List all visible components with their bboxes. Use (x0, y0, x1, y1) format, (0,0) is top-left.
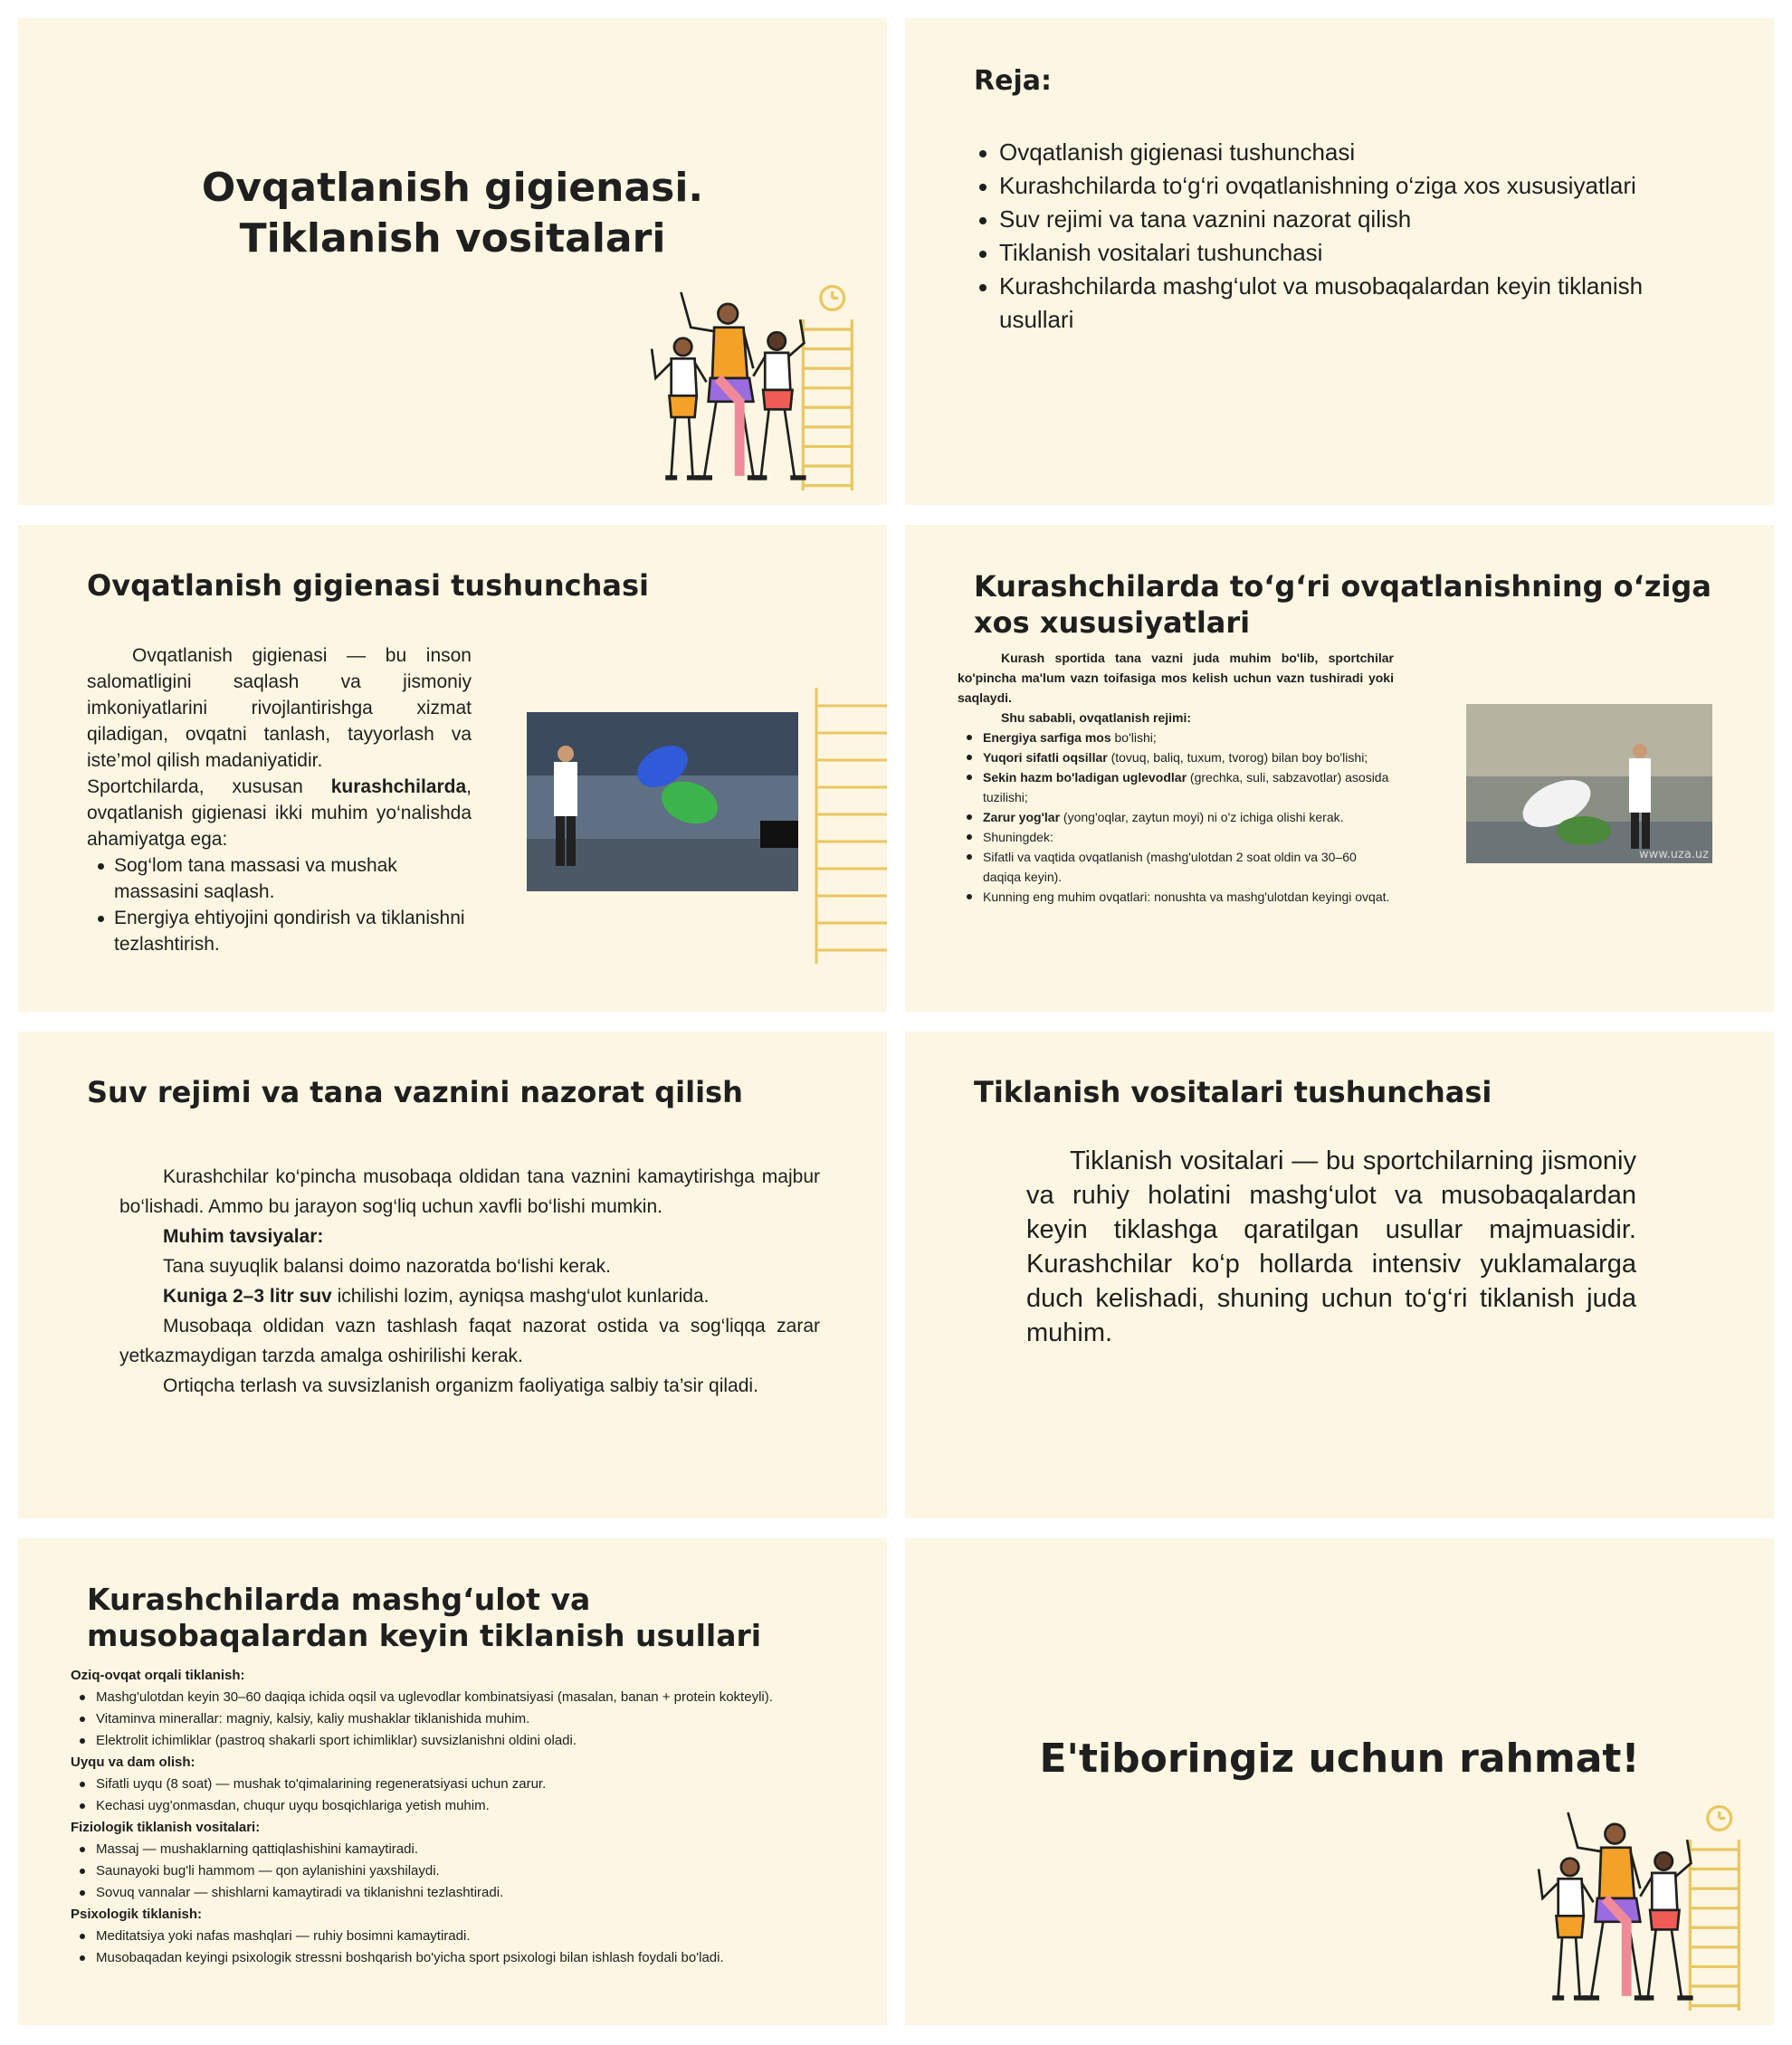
plan-item: Ovqatlanish gigienasi tushunchasi (974, 136, 1716, 169)
item-text: Kunning eng muhim ovqatlari: nonushta va mashg'ulotdan keyingi ovqat. (983, 889, 1390, 904)
bullet-list (71, 1687, 858, 1752)
list-item: Saunayoki bug'li hammom — qon aylanishini yaxshilaydi. (71, 1860, 858, 1882)
bold-text: Zarur yog'lar (983, 810, 1061, 824)
slide-title (18, 18, 887, 505)
group-title: Oziq-ovqat orqali tiklanish: (71, 1668, 245, 1683)
paragraph: Shu sababli, ovqatlanish rejimi: (1001, 710, 1192, 725)
slide-body (87, 642, 472, 957)
ladder-illustration (813, 688, 887, 964)
paragraph: Ortiqcha terlash va suvsizlanish organizm faoliyatiga salbiy ta’sir qiladi. (163, 1375, 758, 1396)
bullet-list (71, 1926, 858, 1969)
slide-recovery-methods (18, 1538, 887, 2025)
paragraph (87, 774, 472, 852)
list-item (958, 827, 1394, 847)
plan-item: Tiklanish vositalari tushunchasi (974, 236, 1716, 270)
list-item (958, 887, 1394, 907)
list-item: Energiya ehtiyojini qondirish va tiklanishni tezlashtirish. (87, 905, 472, 957)
slide-heading: Ovqatlanish gigienasi tushunchasi (87, 568, 649, 603)
thanks-heading: E'tiboringiz uchun rahmat! (1039, 1736, 1640, 1782)
slide-plan (905, 18, 1774, 505)
slide-heading: Kurashchilarda to‘g‘ri ovqatlanishning o‘ziga xos xususiyatlari (974, 569, 1711, 640)
list-item: Sovuq vannalar — shishlarni kamaytiradi va tiklanishni tezlashtiradi. (71, 1882, 858, 1904)
item-text: Sifatli va vaqtida ovqatlanish (mashg'ulotdan 2 soat oldin va 30–60 daqiqa keyin). (983, 850, 1357, 884)
slide-body (958, 648, 1394, 907)
list-item: Musobaqadan keyingi psixologik stressni boshqarish bo'yicha sport psixologi bilan ishlash foydali bo'ladi. (71, 1947, 858, 1969)
bold-text: Sekin hazm bo'ladigan uglevodlar (983, 770, 1187, 785)
paragraph: Kurash sportida tana vazni juda muhim bo'lib, sportchilar ko'pincha ma'lum vazn toifasiga mos kelish uchun vazn tushiradi yoki saqlaydi. (958, 651, 1394, 705)
exercise-people-illustration (632, 281, 867, 490)
list-item: Kechasi uyg'onmasdan, chuqur uyqu bosqichlariga yetish muhim. (71, 1795, 858, 1817)
paragraph: Muhim tavsiyalar: (163, 1226, 324, 1247)
bold-text: Yuqori sifatli oqsillar (983, 750, 1108, 765)
slide-heading: Suv rejimi va tana vaznini nazorat qilish (87, 1075, 743, 1109)
paragraph-text: Sportchilarda, xususan (87, 776, 331, 797)
item-text: (grechka, suli, sabzavotlar) asosida tuzilishi; (983, 770, 1389, 804)
list-item (958, 807, 1394, 827)
plan-item: Suv rejimi va tana vaznini nazorat qilish (974, 203, 1716, 236)
list-item (958, 847, 1394, 887)
group-title: Psixologik tiklanish: (71, 1907, 203, 1922)
slide-heading: Tiklanish vositalari tushunchasi (974, 1075, 1492, 1109)
item-text: bo'lishi; (1110, 730, 1157, 745)
slide-water-regime (18, 1032, 887, 1518)
slide-nutrition-hygiene (18, 525, 887, 1012)
list-item: Meditatsiya yoki nafas mashqlari — ruhiy bosimni kamaytiradi. (71, 1926, 858, 1947)
slide-recovery-concept (905, 1032, 1774, 1518)
list-item: Elektrolit ichimliklar (pastroq shakarli sport ichimliklar) suvsizlanishni oldini oladi. (71, 1730, 858, 1752)
bold-text: kurashchilarda (330, 776, 467, 797)
item-text: (yong'oqlar, zaytun moyi) ni o'z ichiga olishi kerak. (1060, 810, 1344, 824)
exercise-people-illustration (1519, 1801, 1754, 2011)
group-title: Fiziologik tiklanish vositalari: (71, 1820, 261, 1835)
item-text: Shuningdek: (983, 830, 1053, 844)
slide-body (119, 1162, 820, 1401)
paragraph-text: , ovqatlanish gigienasi ikki muhim yo‘nalishda ahamiyatga ega: (87, 776, 472, 850)
plan-heading: Reja: (974, 65, 1052, 97)
paragraph: Kurashchilar ko‘pincha musobaqa oldidan tana vaznini kamaytirishga majbur bo‘lishadi. Ammo bu jarayon sog‘liq uchun xavfli bo‘lishi mumkin. (119, 1166, 820, 1217)
list-item (958, 767, 1394, 807)
plan-list (974, 136, 1716, 337)
bold-text: Energiya sarfiga mos (983, 730, 1111, 745)
list-item: Mashg'ulotdan keyin 30–60 daqiqa ichida oqsil va uglevodlar kombinatsiyasi (masalan, banan + protein kokteyli). (71, 1687, 858, 1708)
item-text: (tovuq, baliq, tuxum, tvorog) bilan boy bo'lishi; (1107, 750, 1368, 765)
plan-item: Kurashchilarda to‘g‘ri ovqatlanishning o‘ziga xos xususiyatlari (974, 169, 1716, 203)
plan-item: Kurashchilarda mashg‘ulot va musobaqalardan keyin tiklanish usullari (974, 270, 1716, 337)
bullet-list (71, 1839, 858, 1904)
bullet-list (87, 852, 472, 957)
slide-heading: Kurashchilarda mashg‘ulot va musobaqalardan keyin tiklanish usullari (87, 1582, 762, 1653)
photo-watermark: www.uza.uz (1638, 848, 1709, 861)
bullet-list (71, 1774, 858, 1817)
paragraph (87, 642, 472, 774)
list-item: Massaj — mushaklarning qattiqlashishini kamaytiradi. (71, 1839, 858, 1860)
list-item: Sifatli uyqu (8 soat) — mushak to'qimalarining regeneratsiyasi uchun zarur. (71, 1774, 858, 1795)
wrestling-photo (527, 712, 798, 891)
slide-wrestler-nutrition (905, 525, 1774, 1012)
paragraph-text: Ovqatlanish gigienasi — bu inson salomatligini saqlash va jismoniy imkoniyatlarini rivojlantirishga xizmat qiladigan, ovqatni tanlash, tayyorlash va iste’mol qilish madaniyatidir. (87, 645, 472, 771)
list-item (958, 728, 1394, 747)
slide-thanks (905, 1538, 1774, 2025)
group-title: Uyqu va dam olish: (71, 1755, 195, 1770)
bold-text: Kuniga 2–3 litr suv (163, 1286, 332, 1307)
title-line-2: Tiklanish vositalari (239, 215, 666, 262)
list-item: Vitaminva minerallar: magniy, kalsiy, kaliy mushaklar tiklanishida muhim. (71, 1708, 858, 1730)
paragraph (119, 1281, 820, 1311)
wrestling-photo (1466, 704, 1712, 863)
paragraph: Tiklanish vositalari — bu sportchilarning jismoniy va ruhiy holatini mashg‘ulot va musobaqalardan keyin tiklashga qaratilgan usullar majmuasidir. Kurashchilar ko‘p hollarda intensiv yuklamalarga duch kelishadi, shuning uchun to‘g‘ri tiklanish juda muhim. (1026, 1146, 1636, 1347)
slide-body (71, 1665, 858, 1969)
list-item: Sog‘lom tana massasi va mushak massasini saqlash. (87, 852, 472, 905)
presentation-title (18, 163, 887, 264)
paragraph-text: ichilishi lozim, ayniqsa mashg‘ulot kunlarida. (331, 1286, 710, 1307)
paragraph: Musobaqa oldidan vazn tashlash faqat nazorat ostida va sog‘liqqa zarar yetkazmaydigan tarzda amalga oshirilishi kerak. (119, 1316, 820, 1366)
bullet-list (958, 728, 1394, 907)
paragraph: Tana suyuqlik balansi doimo nazoratda bo‘lishi kerak. (163, 1256, 611, 1277)
list-item (958, 747, 1394, 767)
slide-body (1026, 1144, 1636, 1350)
title-line-1: Ovqatlanish gigienasi. (201, 165, 704, 211)
